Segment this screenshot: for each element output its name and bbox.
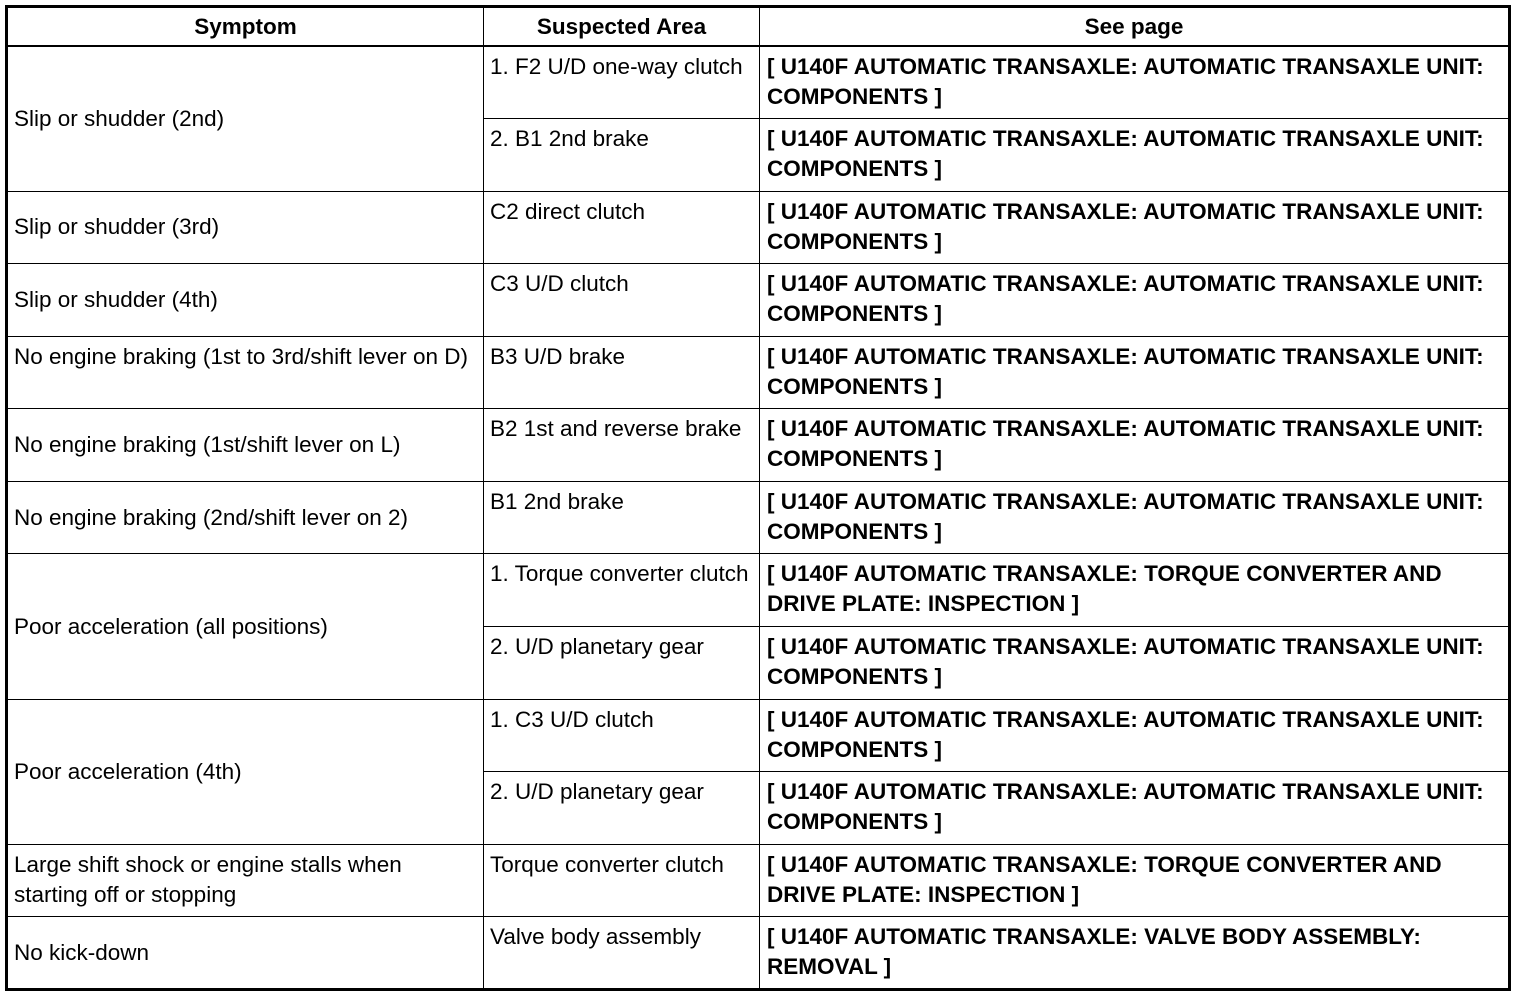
suspected-area-cell: 2. B1 2nd brake (484, 119, 760, 192)
suspected-area-cell: 2. U/D planetary gear (484, 627, 760, 700)
symptom-cell: Poor acceleration (all positions) (7, 554, 484, 699)
symptom-cell: Slip or shudder (3rd) (7, 191, 484, 264)
table-header-row (7, 7, 1510, 47)
symptom-cell: Slip or shudder (2nd) (7, 46, 484, 191)
symptom-cell: No kick-down (7, 917, 484, 990)
symptom-cell: No engine braking (1st/shift lever on L) (7, 409, 484, 482)
symptom-cell: Large shift shock or engine stalls when starting off or stopping (7, 844, 484, 917)
see-page-link[interactable]: [ U140F AUTOMATIC TRANSAXLE: AUTOMATIC TRANSAXLE UNIT: COMPONENTS ] (760, 409, 1510, 482)
see-page-link[interactable]: [ U140F AUTOMATIC TRANSAXLE: VALVE BODY ASSEMBLY: REMOVAL ] (760, 917, 1510, 990)
table-row (7, 917, 1510, 990)
header-symptom: Symptom (7, 7, 484, 47)
suspected-area-cell: 1. C3 U/D clutch (484, 699, 760, 772)
see-page-link[interactable]: [ U140F AUTOMATIC TRANSAXLE: AUTOMATIC TRANSAXLE UNIT: COMPONENTS ] (760, 46, 1510, 119)
suspected-area-cell: B1 2nd brake (484, 481, 760, 554)
see-page-link[interactable]: [ U140F AUTOMATIC TRANSAXLE: TORQUE CONVERTER AND DRIVE PLATE: INSPECTION ] (760, 554, 1510, 627)
table-row (7, 554, 1510, 627)
suspected-area-cell: 2. U/D planetary gear (484, 772, 760, 845)
suspected-area-cell: C2 direct clutch (484, 191, 760, 264)
suspected-area-cell: B2 1st and reverse brake (484, 409, 760, 482)
suspected-area-cell: Valve body assembly (484, 917, 760, 990)
see-page-link[interactable]: [ U140F AUTOMATIC TRANSAXLE: AUTOMATIC TRANSAXLE UNIT: COMPONENTS ] (760, 119, 1510, 192)
symptom-cell: No engine braking (2nd/shift lever on 2) (7, 481, 484, 554)
see-page-link[interactable]: [ U140F AUTOMATIC TRANSAXLE: AUTOMATIC TRANSAXLE UNIT: COMPONENTS ] (760, 191, 1510, 264)
table-row (7, 699, 1510, 772)
symptom-cell: Poor acceleration (4th) (7, 699, 484, 844)
suspected-area-cell: 1. Torque converter clutch (484, 554, 760, 627)
table-row (7, 481, 1510, 554)
suspected-area-cell: 1. F2 U/D one-way clutch (484, 46, 760, 119)
table-row (7, 264, 1510, 337)
suspected-area-cell: Torque converter clutch (484, 844, 760, 917)
table-row (7, 46, 1510, 119)
see-page-link[interactable]: [ U140F AUTOMATIC TRANSAXLE: AUTOMATIC TRANSAXLE UNIT: COMPONENTS ] (760, 699, 1510, 772)
suspected-area-cell: C3 U/D clutch (484, 264, 760, 337)
suspected-area-cell: B3 U/D brake (484, 336, 760, 409)
table-row (7, 844, 1510, 917)
header-suspected-area: Suspected Area (484, 7, 760, 47)
table-row (7, 191, 1510, 264)
table-row (7, 336, 1510, 409)
symptom-cell: No engine braking (1st to 3rd/shift lever on D) (7, 336, 484, 409)
see-page-link[interactable]: [ U140F AUTOMATIC TRANSAXLE: AUTOMATIC TRANSAXLE UNIT: COMPONENTS ] (760, 627, 1510, 700)
see-page-link[interactable]: [ U140F AUTOMATIC TRANSAXLE: AUTOMATIC TRANSAXLE UNIT: COMPONENTS ] (760, 772, 1510, 845)
diagnostic-table (5, 5, 1511, 991)
see-page-link[interactable]: [ U140F AUTOMATIC TRANSAXLE: AUTOMATIC TRANSAXLE UNIT: COMPONENTS ] (760, 264, 1510, 337)
see-page-link[interactable]: [ U140F AUTOMATIC TRANSAXLE: AUTOMATIC TRANSAXLE UNIT: COMPONENTS ] (760, 336, 1510, 409)
header-see-page: See page (760, 7, 1510, 47)
symptom-cell: Slip or shudder (4th) (7, 264, 484, 337)
see-page-link[interactable]: [ U140F AUTOMATIC TRANSAXLE: AUTOMATIC TRANSAXLE UNIT: COMPONENTS ] (760, 481, 1510, 554)
table-row (7, 409, 1510, 482)
see-page-link[interactable]: [ U140F AUTOMATIC TRANSAXLE: TORQUE CONVERTER AND DRIVE PLATE: INSPECTION ] (760, 844, 1510, 917)
